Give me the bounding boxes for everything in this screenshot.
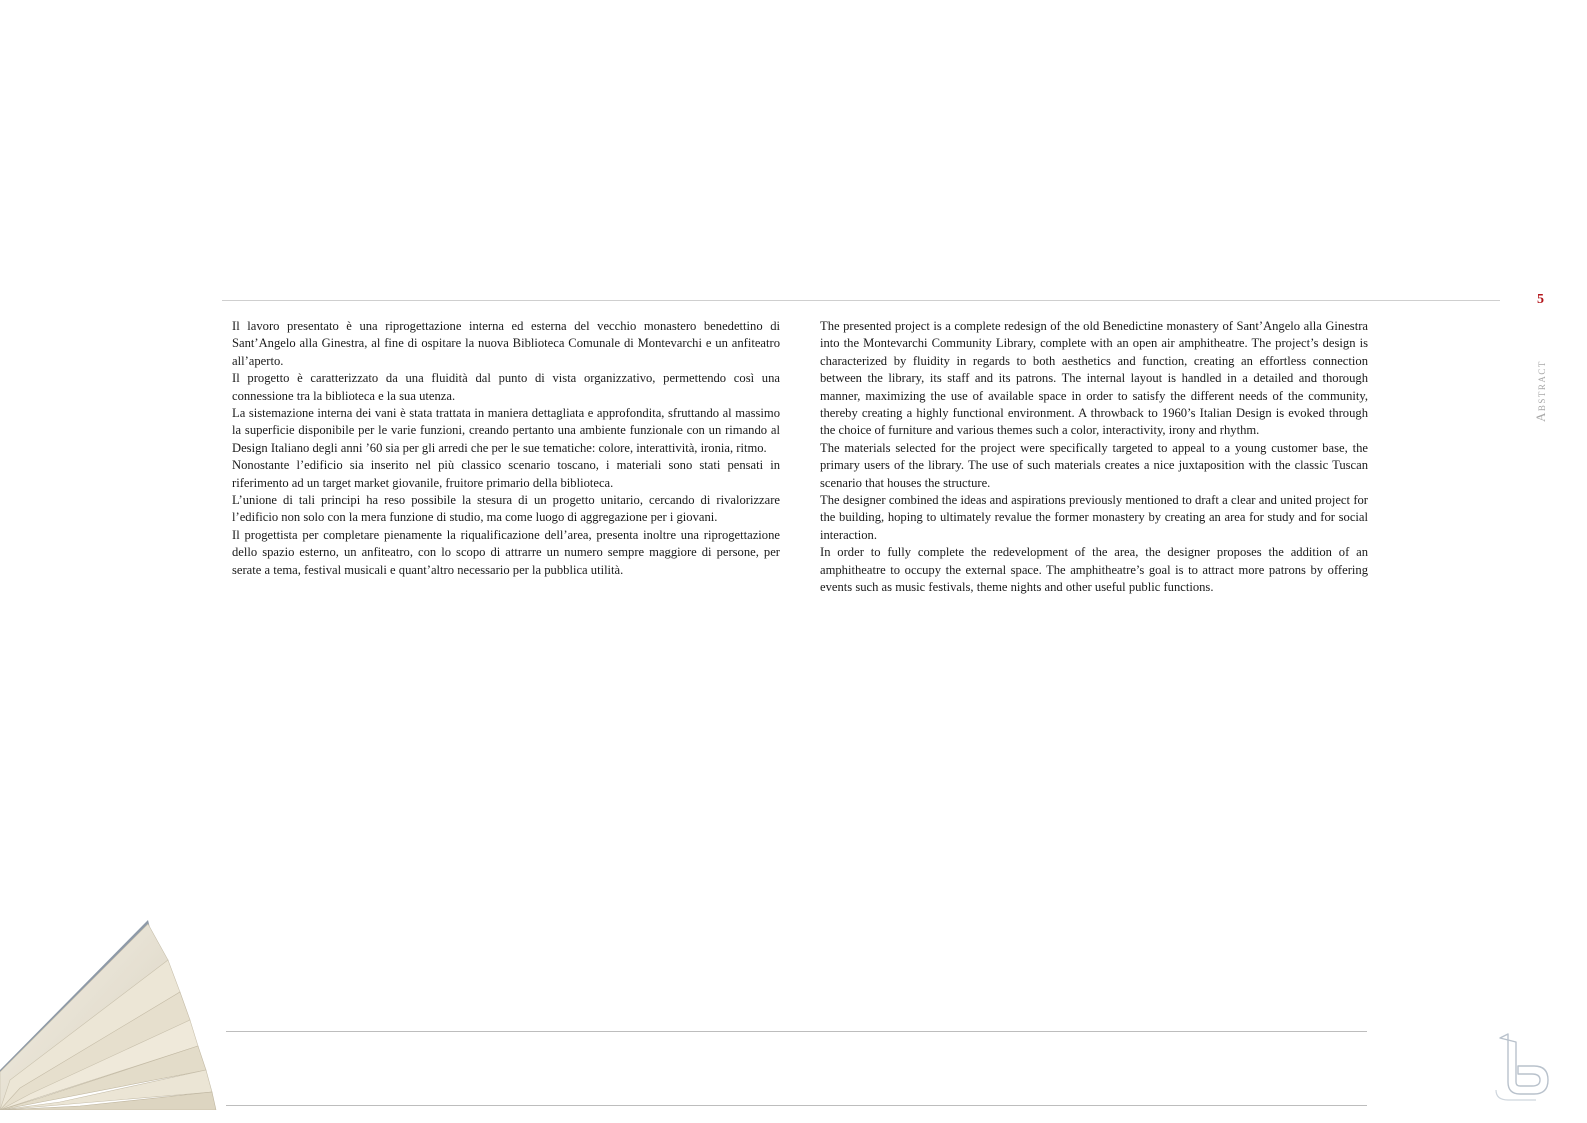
english-paragraph: The materials selected for the project were specifically targeted to appeal to a young customer base, the primary users of the library. The use of such materials creates a nice juxtaposition with the classic Tuscan scenario that houses the structure. (820, 440, 1368, 490)
italian-paragraph: Il lavoro presentato è una riprogettazione interna ed esterna del vecchio monastero benedettino di Sant’Angelo alla Ginestra, al fine di ospitare la nuova Biblioteca Comunale di Montevarchi e un anfiteatro all’aperto. (232, 319, 780, 368)
english-paragraph: In order to fully complete the redevelopment of the area, the designer proposes the addition of an amphitheatre to occupy the external space. The amphitheatre’s goal is to attract more patrons by offering events such as music festivals, theme nights and other useful public functions. (820, 545, 1368, 595)
italian-paragraph: La sistemazione interna dei vani è stata trattata in maniera dettagliata e approfondita, sfruttando al massimo la superficie disponibile per le varie funzioni, creando pertanto una ambiente funzionale con un rimando al Design Italiano degli anni ’60 sia per gli arredi che per le sue tematiche: colore, interattività, ironia, ritmo. (232, 406, 780, 455)
monogram-logo-icon (1492, 1032, 1556, 1102)
english-paragraph: The designer combined the ideas and aspirations previously mentioned to draft a clear and united project for the building, hoping to ultimately revalue the former monastery by creating an area for study and for social interaction. (820, 493, 1368, 542)
footer-rule-bottom (226, 1105, 1367, 1106)
abstract-english (820, 318, 1368, 597)
page-number: 5 (1537, 292, 1544, 307)
section-label: Abstract (1533, 360, 1548, 422)
english-paragraph: The presented project is a complete redesign of the old Benedictine monastery of Sant’Angelo alla Ginestra into the Montevarchi Community Library, complete with an open air amphitheatre. The project’s design is characterized by fluidity in regards to both aesthetics and function, creating an effortless connection between the library, its staff and its patrons. The internal layout is handled in a detailed and thorough manner, maximizing the use of available space in order to satisfy the different needs of the community, thereby creating a highly functional environment. A throwback to 1960’s Italian Design is evoked through the choice of furniture and various themes such a color, interactivity, irony and rhythm. (820, 319, 1368, 438)
italian-paragraph: L’unione di tali principi ha reso possibile la stesura di un progetto unitario, cercando di rivalorizzare l’edificio non solo con la mera funzione di studio, ma come luogo di aggregazione per i giovani. (232, 493, 780, 525)
italian-paragraph: Il progetto è caratterizzato da una fluidità dal punto di vista organizzativo, permettendo così una connessione tra la biblioteca e la sua utenza. (232, 371, 780, 403)
italian-paragraph: Il progettista per completare pienamente la riqualificazione dell’area, presenta inoltre una riprogettazione dello spazio esterno, un anfiteatro, con lo scopo di attrarre un numero sempre maggiore di persone, per serate a tema, festival musicali e quant’altro necessario per la pubblica utilità. (232, 527, 780, 577)
abstract-italian (232, 318, 780, 579)
footer-rule-top (226, 1031, 1367, 1032)
header-rule (222, 300, 1500, 301)
italian-paragraph: Nonostante l’edificio sia inserito nel più classico scenario toscano, i materiali sono stati pensati in riferimento ad un target market giovanile, fruitore primario della biblioteca. (232, 458, 780, 490)
open-book-icon (0, 920, 222, 1110)
